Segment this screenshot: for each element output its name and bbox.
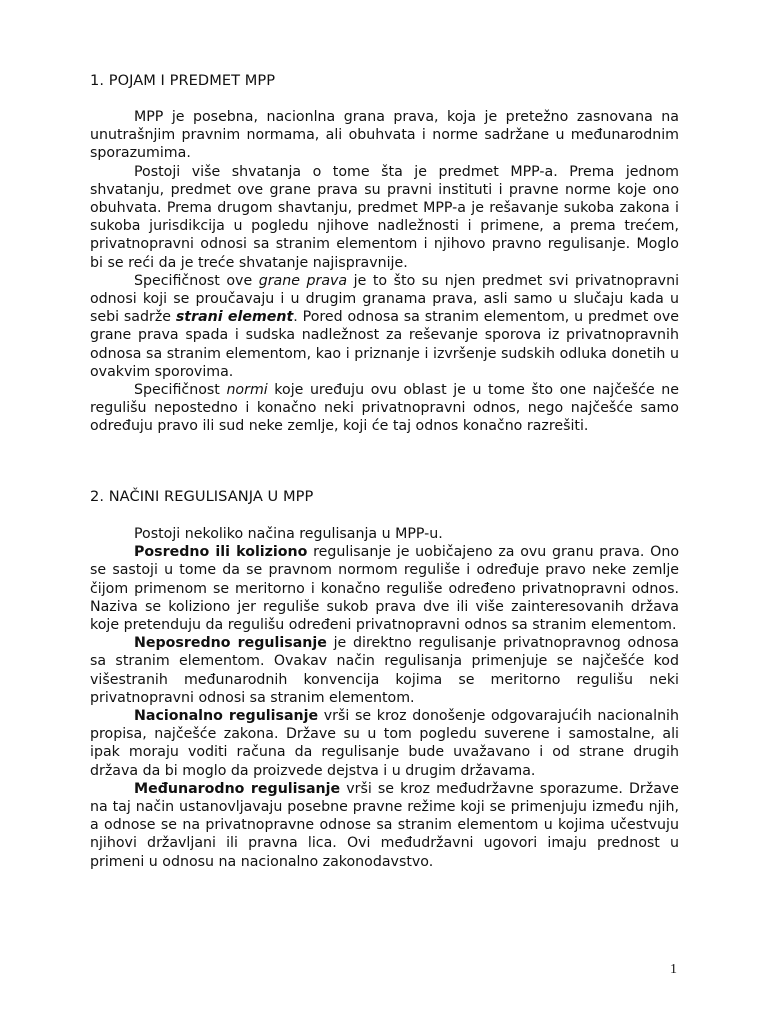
- paragraph-text: Specifičnost ove: [134, 272, 259, 289]
- section-2-paragraph: [90, 780, 679, 871]
- section-1-heading: 1. POJAM I PREDMET MPP: [90, 72, 276, 89]
- page-number: 1: [670, 962, 677, 977]
- section-2-paragraph: [90, 525, 679, 543]
- paragraph-text: Specifičnost: [134, 382, 227, 399]
- section-2-paragraph: [90, 543, 679, 634]
- emphasized-text: grane prava: [258, 272, 348, 289]
- emphasized-text: Međunarodno regulisanje: [134, 780, 341, 797]
- emphasized-text: Nacionalno regulisanje: [134, 708, 319, 725]
- section-2-body: [90, 525, 679, 871]
- emphasized-text: strani element: [175, 309, 294, 326]
- section-1-paragraph: [90, 163, 679, 272]
- paragraph-text: vrši se kroz međudržavne sporazume. Države na taj način ustanovljavaju posebne pravne režime koji se primenjuju između njih, a odnose se na privatnopravne odnose sa stranim elementom u kojima učestvuju njihovi državljani ili pravna lica. Ovi međudržavni ugovori imaju prednost u primeni u odnosu na nacionalno zakonodavstvo.: [90, 780, 680, 870]
- section-2-paragraph: [90, 707, 679, 780]
- paragraph-text: . Pored odnosa sa stranim elementom, u predmet ove grane prava spada i sudska nadležnost za reševanje sporova iz privatnopravnih odnosa sa stranim elementom, kao i priznanje i izvršenje sudskih odluka donetih u ovakvim sporovima.: [90, 309, 679, 380]
- emphasized-text: Posredno ili koliziono: [134, 544, 308, 561]
- paragraph-text: regulisanje je uobičajeno za ovu granu prava. Ono se sastoji u tome da se pravnom normom reguliše i određuje pravo neke zemlje čijom primenom se meritorno i konačno reguliše određeno privatnopravni odnos. Naziva se koliziono jer reguliše sukob prava dve ili više zainteresovanih država koje pretenduju da regulišu određeni privatnopravni odnos sa stranim elementom.: [90, 544, 680, 634]
- paragraph-text: Postoji nekoliko načina regulisanja u MPP-u.: [134, 526, 443, 542]
- emphasized-text: normi: [226, 382, 268, 399]
- paragraph-text: MPP je posebna, nacionlna grana prava, koja je pretežno zasnovana na unutrašnjim pravnim normama, ali obuhvata i norme sadržane u međunarodnim sporazumima.: [90, 109, 679, 162]
- section-2-paragraph: [90, 634, 679, 707]
- paragraph-text: koje uređuju ovu oblast je u tome što one najčešće ne regulišu nepostedno i konačno neki privatnopravni odnos, nego najčešće samo određuju pravo ili sud neke zemlje, koji će taj odnos konačno razrešiti.: [90, 382, 679, 435]
- paragraph-text: Postoji više shvatanja o tome šta je predmet MPP-a. Prema jednom shvatanju, predmet ove grane prava su pravni instituti i pravne norme koje ono obuhvata. Prema drugom shavtanju, predmet MPP-a je rešavanje sukoba zakona i sukoba jurisdikcija u pogledu njihove nadležnosti i primene, a prema trećem, privatnopravni odnosi sa stranim elementom i njihovo pravno regulisanje. Moglo bi se reći da je treće shvatanje najispravnije.: [90, 163, 679, 271]
- paragraph-text: vrši se kroz donošenje odgovarajućih nacionalnih propisa, najčešće zakona. Države su u tom pogledu suverene i samostalne, ali ipak moraju voditi računa da regulisanje bude uvažavano i od strane drugih država da bi moglo da proizvede dejstva i u drugim državama.: [90, 708, 679, 779]
- section-1-paragraph: [90, 272, 679, 381]
- section-1-paragraph: [90, 108, 679, 163]
- emphasized-text: Neposredno regulisanje: [134, 635, 327, 652]
- section-2-heading: 2. NAČINI REGULISANJA U MPP: [90, 488, 314, 505]
- paragraph-text: je to što su njen predmet svi privatnopravni odnosi koji se proučavaju i u drugim granama prava, asli samo u slučaju kada u sebi sadrže: [90, 272, 680, 326]
- paragraph-text: je direktno regulisanje privatnopravnog odnosa sa stranim elementom. Ovakav način regulisanja primenjuje se najčešće kod višestranih međunarodnih konvencija kojima se meritorno regulišu neki privatnopravni odnosi sa stranim elementom.: [90, 635, 679, 706]
- section-1-paragraph: [90, 381, 679, 436]
- section-1-body: [90, 108, 679, 436]
